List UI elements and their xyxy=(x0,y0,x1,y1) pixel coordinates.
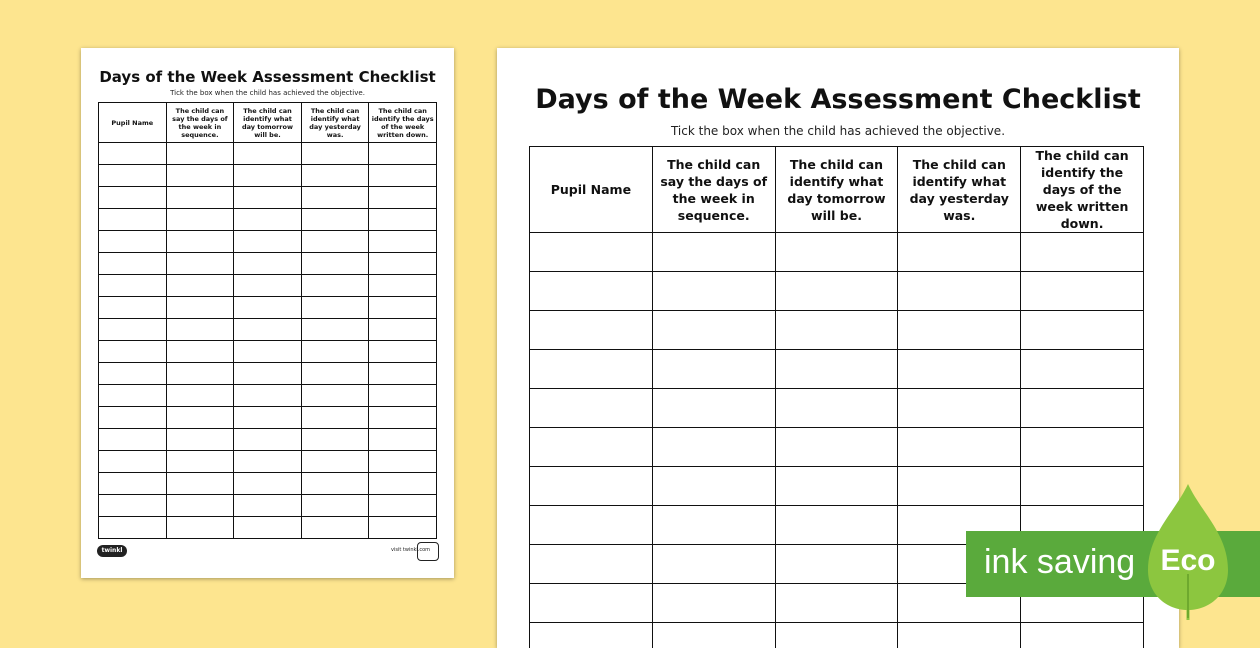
pupil-name-cell xyxy=(530,545,653,584)
tick-box-cell xyxy=(301,297,369,319)
tick-box-cell xyxy=(1021,233,1144,272)
tick-box-cell xyxy=(301,143,369,165)
tick-box-cell xyxy=(301,231,369,253)
table-row xyxy=(99,143,437,165)
tick-box-cell xyxy=(369,451,437,473)
tick-box-cell xyxy=(898,467,1021,506)
pupil-name-cell xyxy=(530,311,653,350)
table-row xyxy=(530,428,1144,467)
tick-box-cell xyxy=(301,385,369,407)
pupil-name-cell xyxy=(530,233,653,272)
tick-box-cell xyxy=(166,165,234,187)
pupil-name-cell xyxy=(99,209,167,231)
tick-box-cell xyxy=(166,473,234,495)
tick-box-cell xyxy=(301,341,369,363)
tick-box-cell xyxy=(234,143,302,165)
pupil-name-cell xyxy=(99,385,167,407)
tick-box-cell xyxy=(166,341,234,363)
tick-box-cell xyxy=(234,319,302,341)
tick-box-cell xyxy=(369,495,437,517)
tick-box-cell xyxy=(775,506,898,545)
worksheet-preview-small xyxy=(81,48,454,578)
pupil-name-cell xyxy=(530,389,653,428)
tick-box-cell xyxy=(369,187,437,209)
tick-box-cell xyxy=(234,165,302,187)
pupil-name-cell xyxy=(99,231,167,253)
tick-box-cell xyxy=(652,272,775,311)
pupil-name-cell xyxy=(99,341,167,363)
table-row xyxy=(99,363,437,385)
tick-box-cell xyxy=(652,233,775,272)
table-row xyxy=(99,495,437,517)
table-row xyxy=(99,275,437,297)
tick-box-cell xyxy=(775,584,898,623)
table-row xyxy=(99,385,437,407)
pupil-name-cell xyxy=(99,319,167,341)
table-row xyxy=(99,231,437,253)
tick-box-cell xyxy=(301,451,369,473)
tick-box-cell xyxy=(301,429,369,451)
pupil-name-cell xyxy=(99,451,167,473)
tick-box-cell xyxy=(166,495,234,517)
pupil-name-cell xyxy=(99,253,167,275)
tick-box-cell xyxy=(1021,350,1144,389)
tick-box-cell xyxy=(234,341,302,363)
tick-box-cell xyxy=(369,231,437,253)
eco-label: Eco xyxy=(1146,544,1230,578)
tick-box-cell xyxy=(301,319,369,341)
tick-box-cell xyxy=(166,407,234,429)
tick-box-cell xyxy=(234,231,302,253)
table-row xyxy=(99,473,437,495)
table-row xyxy=(99,297,437,319)
checklist-body xyxy=(99,143,437,539)
header-yesterday: The child can identify what day yesterday was. xyxy=(898,147,1021,233)
tick-box-cell xyxy=(301,407,369,429)
tick-box-cell xyxy=(234,429,302,451)
pupil-name-cell xyxy=(99,473,167,495)
header-written-down: The child can identify the days of the week written down. xyxy=(1021,147,1144,233)
tick-box-cell xyxy=(301,187,369,209)
pupil-name-cell xyxy=(530,506,653,545)
pupil-name-cell xyxy=(99,275,167,297)
tick-box-cell xyxy=(369,407,437,429)
tick-box-cell xyxy=(1021,389,1144,428)
pupil-name-cell xyxy=(99,165,167,187)
tick-box-cell xyxy=(234,187,302,209)
tick-box-cell xyxy=(166,187,234,209)
tick-box-cell xyxy=(166,319,234,341)
header-yesterday: The child can identify what day yesterday was. xyxy=(301,103,369,143)
pupil-name-cell xyxy=(530,350,653,389)
table-row xyxy=(530,623,1144,648)
tick-box-cell xyxy=(652,545,775,584)
tick-box-cell xyxy=(775,233,898,272)
tick-box-cell xyxy=(369,209,437,231)
tick-box-cell xyxy=(775,272,898,311)
tick-box-cell xyxy=(234,451,302,473)
worksheet-title: Days of the Week Assessment Checklist xyxy=(497,84,1179,115)
pupil-name-cell xyxy=(99,407,167,429)
tick-box-cell xyxy=(301,363,369,385)
tick-box-cell xyxy=(234,495,302,517)
pupil-name-cell xyxy=(530,623,653,648)
tick-box-cell xyxy=(369,297,437,319)
tick-box-cell xyxy=(1021,272,1144,311)
tick-box-cell xyxy=(898,623,1021,648)
tick-box-cell xyxy=(775,311,898,350)
footer-badge-icon xyxy=(417,542,439,561)
tick-box-cell xyxy=(166,429,234,451)
table-row xyxy=(530,311,1144,350)
table-row xyxy=(99,451,437,473)
table-row xyxy=(99,319,437,341)
tick-box-cell xyxy=(775,350,898,389)
tick-box-cell xyxy=(369,517,437,539)
pupil-name-cell xyxy=(99,363,167,385)
tick-box-cell xyxy=(652,311,775,350)
tick-box-cell xyxy=(166,517,234,539)
worksheet-subtitle: Tick the box when the child has achieved the objective. xyxy=(81,89,454,97)
header-written-down: The child can identify the days of the week written down. xyxy=(369,103,437,143)
table-row xyxy=(530,467,1144,506)
tick-box-cell xyxy=(166,385,234,407)
tick-box-cell xyxy=(898,311,1021,350)
pupil-name-cell xyxy=(99,143,167,165)
tick-box-cell xyxy=(775,545,898,584)
table-row xyxy=(99,407,437,429)
tick-box-cell xyxy=(301,275,369,297)
tick-box-cell xyxy=(234,253,302,275)
tick-box-cell xyxy=(652,584,775,623)
tick-box-cell xyxy=(775,467,898,506)
tick-box-cell xyxy=(369,385,437,407)
tick-box-cell xyxy=(234,385,302,407)
tick-box-cell xyxy=(234,407,302,429)
tick-box-cell xyxy=(898,350,1021,389)
worksheet-subtitle: Tick the box when the child has achieved the objective. xyxy=(497,124,1179,138)
header-say-days: The child can say the days of the week in sequence. xyxy=(652,147,775,233)
pupil-name-cell xyxy=(530,272,653,311)
tick-box-cell xyxy=(369,143,437,165)
tick-box-cell xyxy=(775,623,898,648)
tick-box-cell xyxy=(898,272,1021,311)
tick-box-cell xyxy=(301,473,369,495)
tick-box-cell xyxy=(234,517,302,539)
tick-box-cell xyxy=(652,623,775,648)
table-row xyxy=(99,165,437,187)
pupil-name-cell xyxy=(99,495,167,517)
tick-box-cell xyxy=(234,275,302,297)
tick-box-cell xyxy=(166,275,234,297)
tick-box-cell xyxy=(369,341,437,363)
tick-box-cell xyxy=(369,363,437,385)
twinkl-logo: twinkl xyxy=(97,545,127,557)
ink-saving-label: ink saving xyxy=(984,543,1135,582)
eco-leaf-icon xyxy=(1146,482,1230,622)
tick-box-cell xyxy=(234,363,302,385)
tick-box-cell xyxy=(652,506,775,545)
pupil-name-cell xyxy=(99,297,167,319)
tick-box-cell xyxy=(652,350,775,389)
tick-box-cell xyxy=(301,209,369,231)
tick-box-cell xyxy=(652,467,775,506)
tick-box-cell xyxy=(301,253,369,275)
tick-box-cell xyxy=(652,428,775,467)
tick-box-cell xyxy=(775,389,898,428)
pupil-name-cell xyxy=(99,517,167,539)
tick-box-cell xyxy=(166,209,234,231)
tick-box-cell xyxy=(301,517,369,539)
worksheet-title: Days of the Week Assessment Checklist xyxy=(81,68,454,86)
tick-box-cell xyxy=(166,297,234,319)
tick-box-cell xyxy=(1021,311,1144,350)
table-row xyxy=(99,517,437,539)
checklist-table xyxy=(98,102,437,539)
footer-url: visit twinkl.com xyxy=(391,547,430,553)
tick-box-cell xyxy=(166,143,234,165)
pupil-name-cell xyxy=(530,584,653,623)
table-row xyxy=(99,429,437,451)
header-pupil-name: Pupil Name xyxy=(99,103,167,143)
header-say-days: The child can say the days of the week in sequence. xyxy=(166,103,234,143)
header-pupil-name: Pupil Name xyxy=(530,147,653,233)
tick-box-cell xyxy=(1021,428,1144,467)
tick-box-cell xyxy=(652,389,775,428)
tick-box-cell xyxy=(369,275,437,297)
table-row xyxy=(99,209,437,231)
pupil-name-cell xyxy=(530,467,653,506)
pupil-name-cell xyxy=(99,429,167,451)
tick-box-cell xyxy=(369,429,437,451)
tick-box-cell xyxy=(166,231,234,253)
tick-box-cell xyxy=(166,253,234,275)
pupil-name-cell xyxy=(530,428,653,467)
table-row xyxy=(530,272,1144,311)
tick-box-cell xyxy=(234,209,302,231)
tick-box-cell xyxy=(775,428,898,467)
tick-box-cell xyxy=(369,165,437,187)
table-row xyxy=(99,187,437,209)
header-tomorrow: The child can identify what day tomorrow will be. xyxy=(775,147,898,233)
table-row xyxy=(99,341,437,363)
tick-box-cell xyxy=(898,389,1021,428)
table-row xyxy=(530,350,1144,389)
tick-box-cell xyxy=(898,428,1021,467)
tick-box-cell xyxy=(301,165,369,187)
tick-box-cell xyxy=(234,473,302,495)
tick-box-cell xyxy=(166,363,234,385)
tick-box-cell xyxy=(369,319,437,341)
tick-box-cell xyxy=(369,473,437,495)
tick-box-cell xyxy=(898,233,1021,272)
tick-box-cell xyxy=(1021,623,1144,648)
tick-box-cell xyxy=(234,297,302,319)
tick-box-cell xyxy=(1021,467,1144,506)
table-row xyxy=(530,389,1144,428)
table-row xyxy=(530,233,1144,272)
tick-box-cell xyxy=(301,495,369,517)
tick-box-cell xyxy=(166,451,234,473)
header-tomorrow: The child can identify what day tomorrow will be. xyxy=(234,103,302,143)
table-row xyxy=(99,253,437,275)
tick-box-cell xyxy=(369,253,437,275)
pupil-name-cell xyxy=(99,187,167,209)
